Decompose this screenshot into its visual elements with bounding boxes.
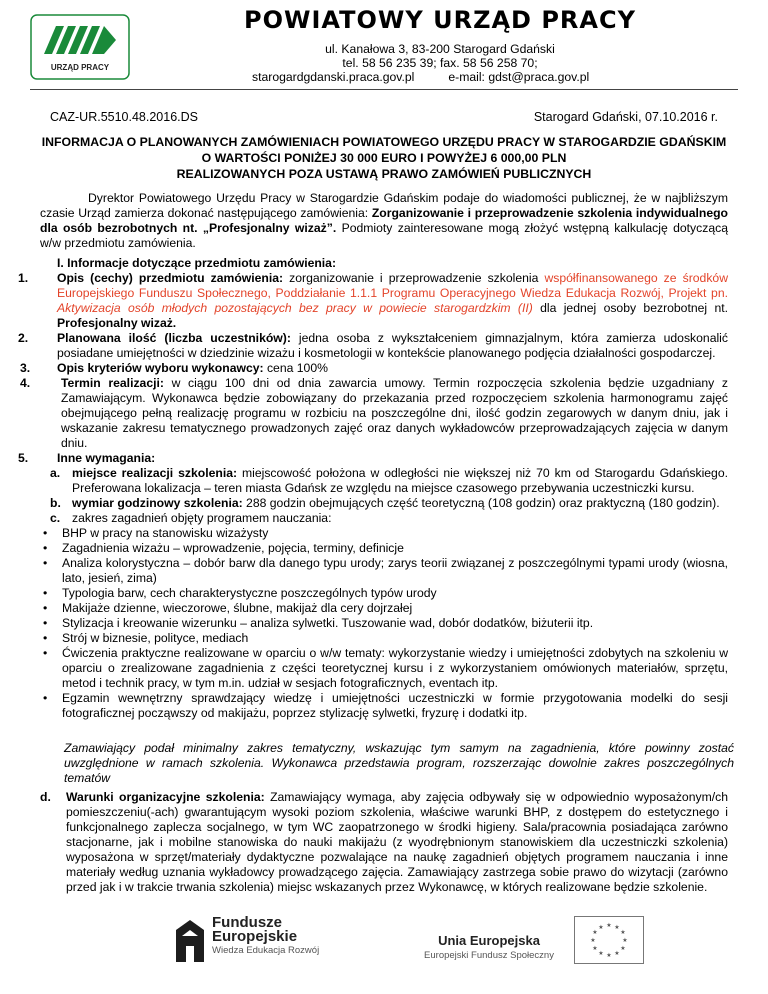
- bullet-item: • Ćwiczenia praktyczne realizowane w oparciu o w/w tematy: wykorzystanie wiedzy i umiejętności zdobytych na szkoleniu w oparciu o zrealizowane zagadnienia z części teoretycznej kursu i z wykorzystaniem omówionych materiałów, sprzętu, metod i technik pracy, w tym m.in. udział w sesjach fotograficznych, eventach itp.: [40, 646, 728, 691]
- item-label: Opis kryteriów wyboru wykonawcy:: [57, 361, 264, 375]
- intro-paragraph: [40, 191, 728, 251]
- bullet-item: • Makijaże dzienne, wieczorowe, ślubne, makijaż dla cery dojrzałej: [40, 601, 728, 616]
- bullet-item: • Zagadnienia wizażu – wprowadzenie, pojęcia, terminy, definicje: [40, 541, 728, 556]
- sub-item-label: wymiar godzinowy szkolenia:: [72, 496, 243, 510]
- item-text-2: dla jednej osoby bezrobotnej nt.: [532, 301, 728, 315]
- sub-item-text: miejscowość położona w odległości nie większej niż 70 km od Starogardu Gdańskiego. Preferowana lokalizacja – teren miasta Gdańsk ze względu na miejsce czasowego przebywania uczestniczki kursu.: [72, 466, 728, 495]
- item-number: 3.: [20, 361, 31, 375]
- bullet-item: • Analiza kolorystyczna – dobór barw dla danego typu urody; zarys teorii związanej z poszczególnymi typami urody (wiosna, lato, jesień, zima): [40, 556, 728, 586]
- svg-text:★: ★: [620, 929, 626, 936]
- sub-item-a: [40, 466, 728, 496]
- fe-line-2: Europejskie: [212, 928, 298, 945]
- sub-item-label: Warunki organizacyjne szkolenia:: [66, 790, 265, 804]
- intro-subject: Zorganizowanie i przeprowadzenie szkolenia indywidualnego dla osób bezrobotnych nt. „Profesjonalny wizaż”.: [40, 206, 728, 235]
- office-web-email: [252, 70, 672, 84]
- item-number: 4.: [20, 376, 31, 390]
- bullet-item: • Stylizacja i kreowanie wizerunku – analiza sylwetki. Tuszowanie wad, dobór dodatków, biżuterii itp.: [40, 616, 728, 631]
- document-headline: [40, 134, 728, 182]
- header-divider: [30, 89, 738, 90]
- logo-caption: URZĄD PRACY: [50, 63, 110, 72]
- intro-text-c: Podmioty zainteresowane mogą złożyć wstępną kalkulację dotyczącą w/w przedmiotu zamówienia.: [40, 221, 728, 250]
- item-label: Termin realizacji:: [61, 376, 164, 390]
- training-title: Profesjonalny wizaż.: [57, 316, 177, 330]
- sub-item-letter: b.: [50, 496, 61, 510]
- item-text: jedna osoba z wykształceniem gimnazjalnym, która zamierza udoskonalić posiadane umiejętności w dziedzinie wizażu i kosmetologii w kontekście planowanego podjęcia działalności gospodarczej.: [57, 331, 728, 360]
- sub-item-d: [40, 790, 728, 895]
- fe-line-1: Fundusze: [212, 914, 282, 931]
- sub-item-c: [40, 511, 728, 526]
- svg-text:★: ★: [598, 950, 604, 957]
- document-date: Starogard Gdański, 07.10.2016 r.: [533, 110, 718, 124]
- item-number: 2.: [18, 331, 29, 345]
- office-email[interactable]: e-mail: gdst@praca.gov.pl: [448, 70, 590, 84]
- fundusze-europejskie-logo-icon: [172, 916, 208, 966]
- item-text: zorganizowanie i przeprowadzenie szkolenia: [283, 271, 545, 285]
- bullet-item: • BHP w pracy na stanowisku wizażysty: [40, 526, 728, 541]
- bullet-item: • Typologia barw, cech charakterystyczne poszczególnych typów urody: [40, 586, 728, 601]
- item-number: 5.: [18, 451, 29, 465]
- urzad-pracy-logo: [30, 14, 130, 80]
- office-phone: tel. 58 56 235 39; fax. 58 56 258 70;: [342, 56, 538, 70]
- eu-wordmark: [414, 933, 564, 961]
- item-label: Planowana ilość (liczba uczestników):: [57, 331, 291, 345]
- svg-text:★: ★: [598, 924, 604, 931]
- fe-line-3: Wiedza Edukacja Rozwój: [212, 945, 320, 956]
- svg-text:★: ★: [620, 945, 626, 952]
- document-reference: CAZ-UR.5510.48.2016.DS: [50, 110, 198, 124]
- sub-item-label: miejsce realizacji szkolenia:: [72, 466, 238, 480]
- sub-item-letter: c.: [50, 511, 61, 525]
- item-label: Opis (cechy) przedmiotu zamówienia:: [57, 271, 284, 285]
- list-item-5: [18, 451, 728, 466]
- headline-line-3: REALIZOWANYCH POZA USTAWĄ PRAWO ZAMÓWIEŃ PUBLICZNYCH: [176, 167, 592, 181]
- intro-text-a: Dyrektor Powiatowego Urzędu Pracy w Starogardzie Gdańskim podaje do wiadomości publicznej, że w najbliższym czasie Urząd zamierza dokonać następującego zamówienia:: [40, 191, 728, 220]
- item-number: 1.: [18, 271, 29, 285]
- sub-item-b: [40, 496, 728, 511]
- svg-text:★: ★: [592, 929, 598, 936]
- svg-text:★: ★: [590, 937, 596, 944]
- list-item-2: [18, 331, 728, 361]
- list-item-3: [20, 361, 728, 376]
- eu-line-1: Unia Europejska: [438, 933, 540, 948]
- office-address: ul. Kanałowa 3, 83-200 Starogard Gdański: [325, 42, 555, 56]
- headline-line-1: INFORMACJA O PLANOWANYCH ZAMÓWIENIACH POWIATOWEGO URZĘDU PRACY W STAROGARDZIE GDAŃSKIM: [41, 135, 727, 149]
- fundusze-europejskie-wordmark: [212, 916, 319, 958]
- curriculum-bullets: [40, 526, 728, 721]
- bullet-item: • Egzamin wewnętrzny sprawdzający wiedzę i umiejętności uczestniczki w formie przygotowania modelki do sesji fotograficznej począwszy od makijażu, poprzez stylizację sylwetki, fryzurę i dodatki itp.: [40, 691, 728, 721]
- office-website[interactable]: starogardgdanski.praca.gov.pl: [252, 70, 415, 84]
- svg-text:★: ★: [622, 937, 628, 944]
- sub-item-text: zakres zagadnień objęty programem nauczania:: [72, 511, 332, 525]
- svg-text:★: ★: [606, 922, 612, 929]
- sub-item-text: Zamawiający wymaga, aby zajęcia odbywały się w odpowiednio wyposażonym/ch pomieszczeniu(-ach) gwarantującym wysoki poziom szkolenia, właściwe warunki BHP, z dostępem do estetycznego i funkcjonalnego zaplecza socjalnego, w tym WC zaopatrzonego w środki higieny. Sala/pracownia posiadająca zarówno stacjonarne, jak i mobilne stanowiska do nauki makijażu (z wyodrębnionym stanowiskiem dla uczestniczki szkolenia) wyposażona w sprzęt/materiały dydaktyczne pozwalające na naukę zagadnień objętych programem nauczania i inne materiały według uznania wykładowcy prowadzącego zajęcia. Zamawiający zastrzega sobie prawo do wizytacji (zarówno przed jak i w trakcie trwania szkolenia) miejsc wskazanych przez Wykonawcę, w których realizowane będzie szkolenie.: [66, 790, 728, 894]
- list-item-4: [20, 376, 728, 451]
- project-name: Aktywizacja osób młodych pozostających bez pracy w powiecie starogardzkim (II): [57, 301, 533, 315]
- sub-item-text: 288 godzin obejmujących część teoretyczną (108 godzin) oraz praktyczną (180 godzin).: [242, 496, 720, 510]
- item-text-red: współfinansowanego ze środków Europejskiego Funduszu Społecznego, Poddziałanie 1.1.1 Programu Operacyjnego Wiedza Edukacja Rozwój, Projekt pn.: [57, 271, 729, 300]
- requirements-list: [18, 256, 729, 721]
- scope-note: Zamawiający podał minimalny zakres tematyczny, wskazując tym samym na zagadnienia, które powinny zostać uwzględnione w ramach szkolenia. Wykonawca przedstawia program, rozszerzając dowolnie zakres poszczególnych tematów: [64, 741, 734, 785]
- svg-text:★: ★: [614, 924, 620, 931]
- svg-text:★: ★: [592, 945, 598, 952]
- bullet-item: • Strój w biznesie, polityce, mediach: [40, 631, 728, 646]
- item-label: Inne wymagania:: [57, 451, 156, 465]
- sub-item-letter: d.: [40, 790, 51, 804]
- item-text: w ciągu 100 dni od dnia zawarcia umowy. Termin rozpoczęcia szkolenia będzie uzgadniany z Zamawiającym. Wykonawca będzie zobowiązany do przekazania przed rozpoczęciem szkolenia harmonogramu zajęć obejmującego pełną realizację programu w rozbiciu na poszczególne dni, ilość godzin zegarowych w danym dniu, jak i wskazanie zakresu tematycznego prowadzonych zajęć oraz danych wykładowców przeprowadzających zajęcia w danym dniu.: [61, 376, 728, 450]
- headline-line-2: O WARTOŚCI PONIŻEJ 30 000 EURO I POWYŻEJ 6 000,00 PLN: [201, 151, 567, 165]
- sub-item-letter: a.: [50, 466, 61, 480]
- svg-text:★: ★: [606, 952, 612, 959]
- eu-flag-icon: [574, 916, 644, 964]
- eu-line-2: Europejski Fundusz Społeczny: [424, 950, 554, 961]
- svg-text:★: ★: [614, 950, 620, 957]
- item-text: cena 100%: [263, 361, 328, 375]
- office-title: POWIATOWY URZĄD PRACY: [244, 6, 636, 34]
- list-item-1: [18, 271, 729, 331]
- section-heading: I. Informacje dotyczące przedmiotu zamówienia:: [57, 256, 337, 270]
